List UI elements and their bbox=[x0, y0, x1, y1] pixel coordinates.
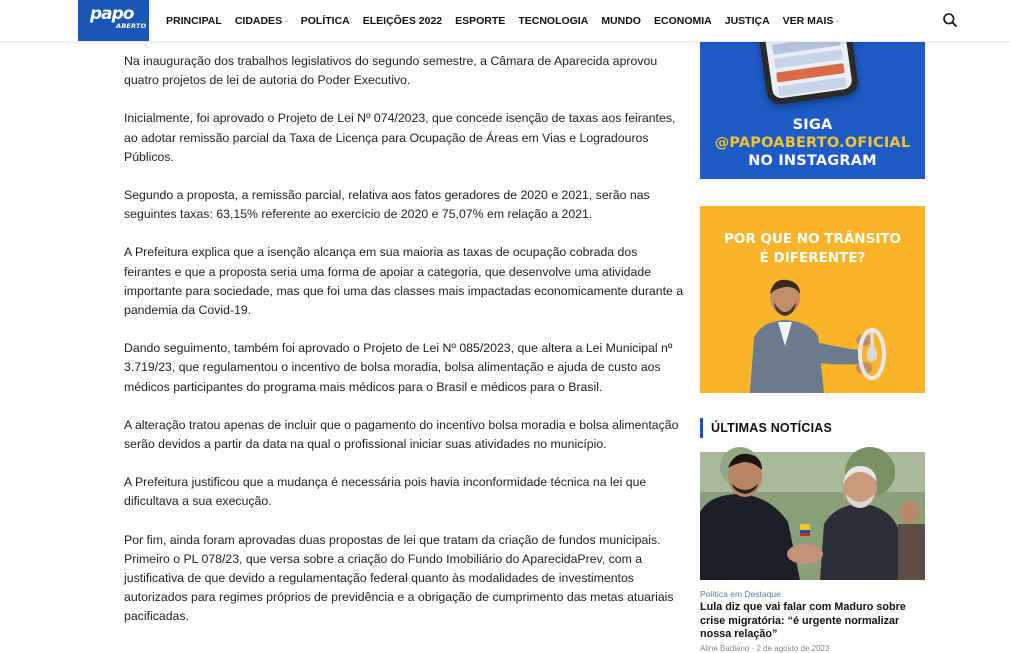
transito-ad-line2: É DIFERENTE? bbox=[759, 250, 866, 266]
instagram-ad-handle: @PAPOABERTO.OFICIAL bbox=[714, 135, 911, 151]
article-paragraph: Dando seguimento, também foi aprovado o Projeto de Lei Nº 085/2023, que altera a Lei Municipal nº 3.719/23, que regulamentou o incentivo de bolsa moradia, bolsa alimentação e ajuda de custo aos médicos participantes do programa mais médicos para o Brasil e médicos para o Brasil. bbox=[124, 341, 673, 394]
news-meta: Aline Badiano · 2 de agosto de 2023 bbox=[700, 644, 830, 653]
nav-item-ver-mais[interactable] bbox=[783, 15, 839, 27]
nav-item-politica[interactable] bbox=[301, 15, 350, 27]
news-thumbnail[interactable] bbox=[700, 452, 925, 580]
news-photo bbox=[700, 452, 925, 580]
nav-item-cidades[interactable] bbox=[235, 15, 288, 27]
article-paragraph: Por fim, ainda foram aprovadas duas propostas de lei que tratam da criação de fundos municipais. Primeiro o PL 078/23, que versa sobre a criação do Fundo Imobiliário do AparecidaPrev, com a justificativa de que devido a regulamentação federal quanto às modalidades de investimentos autorizados para regimes próprios de previdência e a obrigação de cumprimento das metas atuariais pacificadas. bbox=[124, 532, 674, 624]
site-logo[interactable] bbox=[78, 0, 149, 41]
dropdown-caret-icon: · bbox=[836, 16, 840, 26]
instagram-ad-line3: NO INSTAGRAM bbox=[748, 153, 877, 169]
dropdown-caret-icon: · bbox=[285, 16, 288, 26]
nav-item-tecnologia[interactable] bbox=[518, 15, 588, 27]
nav-item-principal[interactable] bbox=[166, 15, 222, 27]
article-paragraph: A alteração tratou apenas de incluir que o pagamento do incentivo bolsa moradia e bolsa alimentação serão devidos a partir da data na qual o profissional iniciar suas atividades no município. bbox=[124, 417, 679, 452]
nav-item-label: MUNDO bbox=[601, 15, 641, 27]
nav-item-mundo[interactable] bbox=[601, 15, 641, 27]
instagram-ad-line1: SIGA bbox=[792, 117, 833, 133]
nav-item-label: POLÍTICA bbox=[300, 15, 350, 27]
search-button[interactable] bbox=[942, 12, 958, 28]
nav-item-label: TECNOLOGIA bbox=[518, 15, 589, 27]
nav-item-label: ELEIÇÕES 2022 bbox=[362, 15, 443, 27]
article-paragraph: Na inauguração dos trabalhos legislativos do segundo semestre, a Câmara de Aparecida aprovou quatro projetos de lei de autoria do Poder Executivo. bbox=[124, 54, 658, 88]
logo-sub-text: ABERTO bbox=[116, 22, 147, 30]
instagram-banner-ad[interactable] bbox=[700, 42, 925, 179]
article-body bbox=[124, 52, 684, 646]
nav-item-justica[interactable] bbox=[725, 15, 770, 27]
news-category-link[interactable]: Política em Destaque bbox=[700, 589, 781, 599]
nav-item-label: VER MAIS bbox=[782, 15, 834, 27]
nav-item-label: ECONOMIA bbox=[653, 15, 712, 27]
news-headline-link[interactable]: Lula diz que vai falar com Maduro sobre crise migratória: “é urgente normalizar nossa relação” bbox=[700, 601, 906, 640]
site-header bbox=[0, 0, 1010, 42]
main-nav bbox=[166, 0, 852, 42]
nav-item-label: ESPORTE bbox=[455, 15, 506, 27]
nav-item-esporte[interactable] bbox=[455, 15, 505, 27]
transito-ad-line1: POR QUE NO TRÂNSITO bbox=[723, 231, 902, 247]
nav-item-label: CIDADES bbox=[234, 15, 283, 27]
transito-banner-ad[interactable] bbox=[700, 206, 925, 393]
article-paragraph: A Prefeitura explica que a isenção alcança em sua maioria as taxas de ocupação cobrada dos feirantes e que a proposta seria uma forma de apoiar a categoria, que desenvolve uma atividade importante para sociedade, mas que foi uma das classes mais impactadas economicamente durante a pandemia da Covid-19. bbox=[124, 245, 684, 318]
nav-item-eleicoes-2022[interactable] bbox=[363, 15, 442, 27]
nav-item-economia[interactable] bbox=[654, 15, 712, 27]
man-with-steering-wheel-illustration bbox=[740, 276, 900, 393]
article-paragraph: Inicialmente, foi aprovado o Projeto de Lei Nº 074/2023, que concede isenção de taxas aos feirantes, ao adotar remissão parcial da Taxa de Licença para Ocupação de Áreas em Vias e Logradouros Públicos. bbox=[124, 111, 676, 164]
article-paragraph: A Prefeitura justificou que a mudança é necessária pois havia inconformidade técnica na lei que dificultava a sua execução. bbox=[124, 475, 647, 509]
article-paragraph: Segundo a proposta, a remissão parcial, relativa aos fatos geradores de 2020 e 2021, serão nas seguintes taxas: 63,15% referente ao exercício de 2020 e 75,07% em relação a 2021. bbox=[124, 188, 650, 222]
search-icon bbox=[942, 12, 958, 28]
logo-main-text: papo bbox=[90, 4, 134, 24]
nav-item-label: JUSTIÇA bbox=[724, 15, 770, 27]
latest-news-heading: ÚLTIMAS NOTÍCIAS bbox=[700, 418, 832, 438]
nav-item-label: PRINCIPAL bbox=[166, 15, 222, 27]
